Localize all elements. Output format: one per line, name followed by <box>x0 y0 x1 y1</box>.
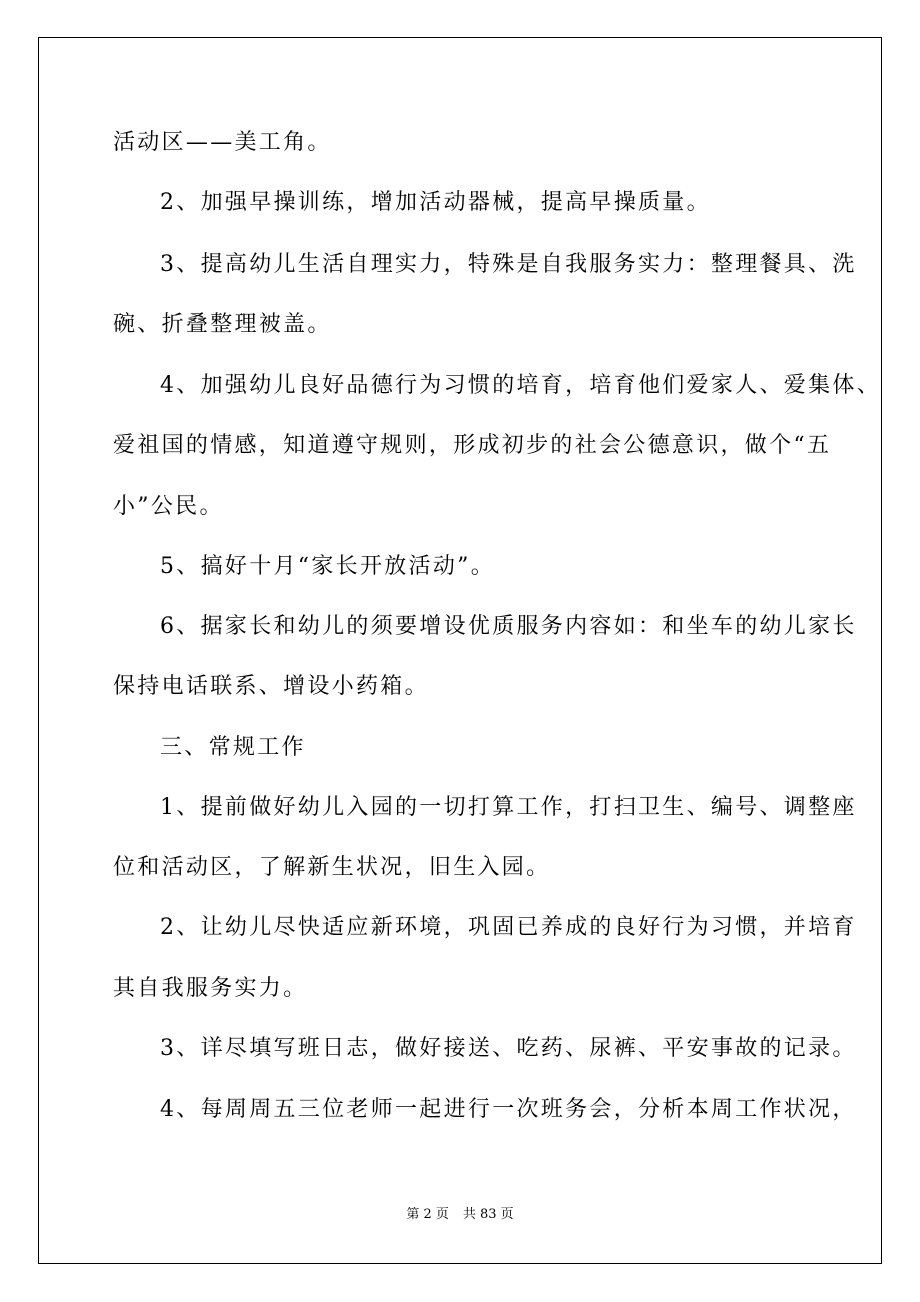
text-line: 爱祖国的情感，知道遵守规则，形成初步的社会公德意识，做个“五 <box>113 433 832 458</box>
page-number: 第 2 页 <box>406 1207 449 1222</box>
text-line: 3、详尽填写班日志，做好接送、吃药、尿裤、平安事故的记录。 <box>160 1036 857 1061</box>
section-heading: 三、常规工作 <box>160 735 306 760</box>
text-line: 2、让幼儿尽快适应新环境，巩固已养成的良好行为习惯，并培育 <box>160 915 857 940</box>
text-line: 小”公民。 <box>113 494 224 519</box>
page-footer <box>0 1206 920 1224</box>
text-line: 活动区——美工角。 <box>113 130 332 155</box>
total-pages: 共 83 页 <box>462 1207 514 1222</box>
text-line: 4、加强幼儿良好品德行为习惯的培育，培育他们爱家人、爱集体、 <box>160 373 881 398</box>
text-line: 6、据家长和幼儿的须要增设优质服务内容如：和坐车的幼儿家长 <box>160 614 857 639</box>
text-line: 碗、折叠整理被盖。 <box>113 312 332 337</box>
text-line: 2、加强早操训练，增加活动器械，提高早操质量。 <box>160 190 711 215</box>
text-line: 位和活动区，了解新生状况，旧生入园。 <box>113 855 551 880</box>
text-line: 其自我服务实力。 <box>113 976 308 1001</box>
page-border <box>38 37 882 1264</box>
text-line: 保持电话联系、增设小药箱。 <box>113 674 429 699</box>
text-line: 3、提高幼儿生活自理实力，特殊是自我服务实力：整理餐具、洗 <box>160 252 857 277</box>
text-line: 4、每周周五三位老师一起进行一次班务会，分析本周工作状况， <box>160 1097 857 1122</box>
text-line: 5、搞好十月“家长开放活动”。 <box>160 554 495 579</box>
text-line: 1、提前做好幼儿入园的一切打算工作，打扫卫生、编号、调整座 <box>160 795 857 820</box>
